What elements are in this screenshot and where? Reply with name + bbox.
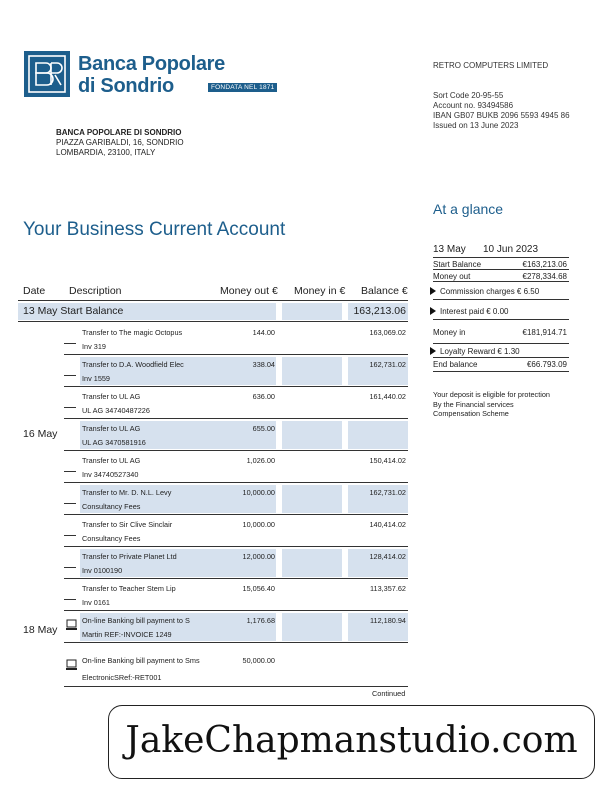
header-money-in: Money in € [294,285,346,297]
header-money-out: Money out € [220,285,278,297]
row-description: Transfer to Mr. D. N.L. Levy [82,488,172,497]
row-description: Transfer to Sir Clive Sinclair [82,520,173,529]
row-description: Transfer to UL AG [82,424,141,433]
row-balance: 162,731.02 [369,488,406,497]
continued-label: Continued [372,689,406,698]
start-balance-label: 13 May Start Balance [23,305,124,317]
computer-icon [66,659,77,671]
row-reference: Martin REF:-INVOICE 1249 [82,630,172,639]
bank-address-line2: LOMBARDIA, 23100, ITALY [56,148,156,157]
row-balance: 112,180.94 [370,616,406,625]
row-description: Transfer to Private Planet Ltd [82,552,177,561]
row-money-out: 10,000.00 [242,488,275,497]
glance-interest [433,300,569,320]
watermark-text: JakeChapmanstudio.com [125,720,578,761]
row-reference: Consultancy Fees [82,534,141,543]
date-group-16-may: 16 May [23,428,58,440]
row-money-out: 10,000.00 [242,520,275,529]
customer-name: RETRO COMPUTERS LIMITED [433,61,549,70]
customer-details [433,61,570,131]
glance-summary [433,244,569,372]
row-balance: 161,440.02 [369,392,406,401]
transaction-row [64,387,408,419]
transaction-row [64,323,408,355]
bank-address [56,128,184,158]
sort-code: Sort Code 20-95-55 [433,91,504,100]
glance-title: At a glance [433,201,504,217]
row-reference: Inv 319 [82,342,106,351]
glance-end-balance-label: End balance [433,360,478,369]
page-title: Your Business Current Account [23,219,286,240]
row-reference: Inv 34740527340 [82,470,139,479]
row-description: Transfer to Teacher Stem Lip [82,584,176,593]
row-reference: Consultancy Fees [82,502,141,511]
triangle-bullet-icon [430,307,436,315]
iban: IBAN GB07 BUKB 2096 5593 4945 86 [433,111,570,120]
bank-logo-mark-icon [24,51,70,97]
row-balance: 128,414.02 [369,552,406,561]
glance-money-in [433,320,569,344]
row-money-out: 655.00 [252,424,275,433]
row-balance: 150,414.02 [369,456,406,465]
date-group-18-may: 18 May [23,624,58,636]
transaction-row [64,579,408,611]
header-balance: Balance € [361,285,408,297]
account-number: Account no. 93494586 [433,101,514,110]
computer-icon [66,619,77,631]
header-date: Date [23,285,46,297]
glance-money-out-label: Money out [433,272,471,281]
transaction-row [64,547,408,579]
row-reference: ElectronicSRef:-RET001 [82,673,162,682]
row-money-out: 338.04 [252,360,275,369]
glance-period-start: 13 May [433,244,466,255]
row-reference: Inv 1559 [82,374,110,383]
row-reference: Inv 0100190 [82,566,123,575]
row-money-out: 1,026.00 [246,456,275,465]
note-line2: By the Financial services [433,399,514,409]
glance-money-in-value: €181,914.71 [522,328,567,337]
note-line3: Compensation Scheme [433,409,509,418]
row-description: Transfer to D.A. Woodfield Elec [82,360,184,369]
glance-loyalty-text: Loyalty Reward € 1.30 [440,347,520,356]
glance-start-balance-label: Start Balance [433,260,482,269]
glance-loyalty [433,344,569,358]
logo-tagline: FONDATA NEL 1871 [208,83,277,92]
transaction-row [64,419,408,451]
deposit-protection-note [433,390,550,419]
triangle-bullet-icon [430,287,436,295]
row-balance: 140,414.02 [369,520,406,529]
row-reference: UL AG 3470581916 [82,438,146,447]
bank-name: BANCA POPOLARE DI SONDRIO [56,128,182,137]
row-reference: Inv 0161 [82,598,110,607]
transaction-row [64,483,408,515]
glance-period-end: 10 Jun 2023 [483,244,539,255]
row-description: On-line Banking bill payment to S [82,616,190,625]
glance-start-balance-value: €163,213.06 [522,260,567,269]
glance-period [433,244,569,258]
row-reference: UL AG 34740487226 [82,406,150,415]
row-money-out: 1,176.68 [246,616,275,625]
glance-end-balance-value: €66.793.09 [526,360,567,369]
glance-commission-text: Commission charges € 6.50 [440,287,540,296]
glance-interest-text: Interest paid € 0.00 [440,307,509,316]
row-balance: 113,357.62 [370,584,406,593]
row-money-out: 636.00 [252,392,275,401]
row-description: On-line Banking bill payment to Sms [82,656,200,665]
row-balance: 163,069.02 [369,328,406,337]
start-balance-row [18,300,408,322]
transaction-row [64,355,408,387]
row-money-out: 144.00 [252,328,275,337]
note-line1: Your deposit is eligible for protection [433,390,550,399]
triangle-bullet-icon [430,347,436,355]
transaction-row [64,451,408,483]
glance-commission [433,282,569,300]
row-balance: 162,731.02 [369,360,406,369]
glance-money-out-value: €278,334.68 [522,272,567,281]
glance-start-balance [433,258,569,270]
header-description: Description [69,285,122,297]
issue-date: Issued on 13 June 2023 [433,121,519,130]
row-description: Transfer to The magic Octopus [82,328,183,337]
row-description: Transfer to UL AG [82,392,141,401]
logo-name-line1: Banca Popolare [78,53,225,75]
row-money-out: 15,056.40 [242,584,275,593]
row-description: Transfer to UL AG [82,456,141,465]
watermark-banner [108,705,595,779]
transaction-row [64,651,408,687]
glance-money-out [433,270,569,282]
bank-logo [24,51,275,99]
logo-name-line2: di Sondrio [78,75,174,97]
row-money-out: 50,000.00 [242,656,275,665]
bank-address-line1: PIAZZA GARIBALDI, 16, SONDRIO [56,138,184,147]
transaction-row [64,515,408,547]
start-balance-value: 163,213.06 [353,305,406,317]
transaction-row [64,611,408,643]
row-money-out: 12,000.00 [242,552,275,561]
glance-end-balance [433,358,569,372]
glance-money-in-label: Money in [433,328,466,337]
